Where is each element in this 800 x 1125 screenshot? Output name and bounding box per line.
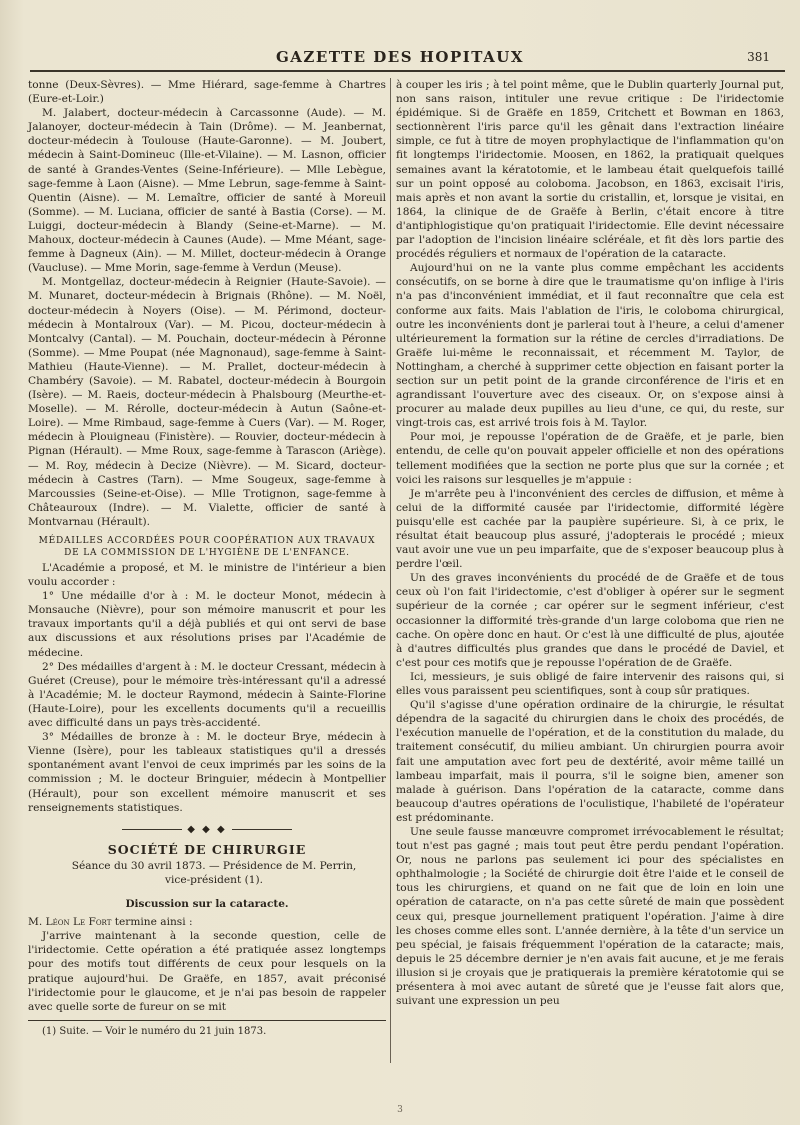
session-line-2: vice-président (1). <box>165 873 263 886</box>
paragraph: Un des graves inconvénients du procédé de de Graëfe et de tous ceux où l'on fait l'iridectomie, c'est d'obliger à opérer sur le segment supérieur de la cornée ; car opérer sur le segment inférieur, c'est occasionner la difformité très-grande d'un large coloboma que rien ne cache. On opère donc en haut. Or c'est là une difficulté de plus, ajoutée à d'autres difficultés plus grandes que dans le procédé de Daviel, et c'est pour ces motifs que je repousse l'opération de de Graëfe. <box>396 572 784 669</box>
medals-heading-line-2: DE LA COMMISSION DE L'HYGIÈNE DE L'ENFANCE. <box>64 548 350 558</box>
left-column <box>28 78 386 1039</box>
medals-heading <box>28 535 386 559</box>
paragraph: M. Montgellaz, docteur-médecin à Reignier (Haute-Savoie). — M. Munaret, docteur-médecin à Brignais (Rhône). — M. Noël, docteur-médecin à Noyers (Oise). — M. Périmond, docteur-médecin à Montalroux (Var). — M. Picou, docteur-médecin à Montcalvy (Cantal). — M. Pouchain, docteur-médecin à Péronne (Somme). — Mme Poupat (née Magnonaud), sage-femme à Saint-Mathieu (Haute-Vienne). — M. Prallet, docteur-médecin à Chambéry (Savoie). — M. Rabatel, docteur-médecin à Bourgoin (Isère). — M. Raeis, docteur-médecin à Phalsbourg (Meurthe-et-Moselle). — M. Rérolle, docteur-médecin à Autun (Saône-et-Loire). — Mme Rimbaud, sage-femme à Cuers (Var). — M. Roger, médecin à Plouigneau (Finistère). — Rouvier, docteur-médecin à Pignan (Hérault). — Mme Roux, sage-femme à Tarascon (Ariège). — M. Roy, médecin à Decize (Nièvre). — M. Sicard, docteur-médecin à Castres (Tarn). — Mme Sougeux, sage-femme à Marcoussies (Seine-et-Oise). — Mlle Trotignon, sage-femme à Châteauroux (Indre). — M. Vialette, officier de santé à Montvarnau (Hérault). <box>28 276 386 528</box>
column-divider <box>390 78 391 1063</box>
paragraph: à couper les iris ; à tel point même, que le Dublin quarterly Journal put, non sans raison, intituler une revue critique : De l'iridectomie épidémique. Si de Graëfe en 1859, Critchett et Bowman en 1863, sectionnèrent l'iris parce qu'il les gênait dans l'extraction linéaire simple, ce fut à titre de moyen prophylactique de l'inflammation qu'on fit longtemps l'iridectomie. Moosen, en 1862, la pratiquait quelques semaines avant la kératotomie, et le lambeau était quelquefois taillé sur un point opposé au coloboma. Jacobson, en 1863, excisait l'iris, mais après et non avant la sortie du cristallin, et, lorsque je visitai, en 1864, la clinique de de Graëfe à Berlin, c'était encore à titre d'antiphlogistique qu'on pratiquait l'iridectomie. Elle devint nécessaire par l'adoption de l'incision linéaire scléréale, et fit dès lors partie des procédés réguliers et normaux de l'opération de la cataracte. <box>396 79 784 261</box>
footnote-rule <box>28 1020 386 1021</box>
paragraph: Qu'il s'agisse d'une opération ordinaire de la chirurgie, le résultat dépendra de la sagacité du chirurgien dans le choix des procédés, de l'exécution manuelle de l'opération, et de la constitution du malade, du traitement consécutif, du milieu ambiant. Un chirurgien pourra avoir fait une amputation avec fort peu de dextérité, avoir même taillé un lambeau imparfait, mais il pourra, s'il le soigne bien, amener son malade à guérison. Dans l'opération de la cataracte, comme dans beaucoup d'autres opérations de l'oculistique, l'habileté de l'opérateur est prédominante. <box>396 699 784 824</box>
paragraph: J'arrive maintenant à la seconde question, celle de l'iridectomie. Cette opération a été pratiquée assez longtemps pour des motifs tout différents de ceux pour lesquels on la pratique aujourd'hui. De Graëfe, en 1857, avait préconisé l'iridectomie pour le glaucome, et je n'ai pas besoin de rappeler avec quelle sorte de fureur on se mit <box>28 930 386 1013</box>
page-header <box>0 44 800 70</box>
newspaper-title: GAZETTE DES HOPITAUX <box>275 48 524 66</box>
paragraph: Une seule fausse manœuvre compromet irrévocablement le résultat; tout n'est pas gagné ; mais tout peut être perdu pendant l'opération. Or, nous ne parlons pas seulement ici pour des spécialistes en ophthalmologie ; la Société de chirurgie doit être l'aide et le conseil de tous les chirurgiens, et quand on ne fait que de loin en loin une opération de cataracte, on n'a pas cette sûreté de main que possèdent ceux qui, presque journellement pratiquent l'opération. J'aime à dire les choses comme elles sont. L'année dernière, à la tête d'un service un peu spécial, je faisais fréquemment l'opération de la cataracte; mais, depuis le 25 décembre dernier je n'en avais fait aucune, et je me ferais illusion si je croyais que je pratiquerais la première kératotomie qui se présentera à moi avec autant de sûreté que je l'eusse fait alors que, suivant une expression un peu <box>396 825 784 1008</box>
section-ornament: ◆ ◆ ◆ <box>28 823 386 837</box>
footnote: (1) Suite. — Voir le numéro du 21 juin 1873. <box>42 1025 267 1037</box>
medals-heading-line-1: MÉDAILLES ACCORDÉES POUR COOPÉRATION AUX TRAVAUX <box>38 536 376 546</box>
paragraph: Pour moi, je repousse l'opération de de Graëfe, et je parle, bien entendu, de celle qu'on pouvait appeler officielle et non des opérations tellement modifiées que la section ne porte plus que sur la cornée ; et voici les raisons sur lesquelles je m'appuie : <box>396 431 784 486</box>
speaker-name: M. Léon Le Fort <box>28 916 112 929</box>
paragraph: Je m'arrête peu à l'inconvénient des cercles de diffusion, et même à celui de la difformité causée par l'iridectomie, difformité légère puisqu'elle est cachée par la paupière supérieure. Si, à ce prix, le résultat était beaucoup plus assuré, j'adopterais le procédé ; mieux vaut avoir une vue un peu imparfaite, que de s'exposer beaucoup plus à perdre l'œil. <box>396 487 784 571</box>
paragraph: 1° Une médaille d'or à : M. le docteur Monot, médecin à Monsauche (Nièvre), pour son mémoire manuscrit et pour les travaux importants qu'il a déjà publiés et qui ont servi de base aux discussions et aux résolutions prises par l'Académie de médecine. <box>28 590 386 659</box>
session-line-1: Séance du 30 avril 1873. — Présidence de M. Perrin, <box>71 859 357 872</box>
speaker-paragraph <box>28 915 386 929</box>
paragraph: L'Académie a proposé, et M. le ministre de l'intérieur a bien voulu accorder : <box>28 562 386 589</box>
speaker-intro: termine ainsi : <box>114 916 193 929</box>
paragraph: M. Jalabert, docteur-médecin à Carcassonne (Aude). — M. Jalanoyer, docteur-médecin à Tain (Drôme). — M. Jeanbernat, docteur-médecin à Toulouse (Haute-Garonne). — M. Joubert, médecin à Saint-Domineuc (Ille-et-Vilaine). — M. Lasnon, officier de santé à Grandes-Ventes (Seine-Inférieure). — Mlle Lebègue, sage-femme à Laon (Aisne). — Mme Lebrun, sage-femme à Saint-Quentin (Aisne). — M. Lemaître, officier de santé à Moreuil (Somme). — M. Luciana, officier de santé à Bastia (Corse). — M. Luiggi, docteur-médecin à Blandy (Seine-et-Marne). — M. Mahoux, docteur-médecin à Caunes (Aude). — Mme Méant, sage-femme à Dagneux (Ain). — M. Millet, docteur-médecin à Orange (Vaucluse). — Mme Morin, sage-femme à Verdun (Meuse). <box>28 107 386 275</box>
paragraph: 2° Des médailles d'argent à : M. le docteur Cressant, médecin à Guéret (Creuse), pour le mémoire très-intéressant qu'il a adressé à l'Académie; M. le docteur Raymond, médecin à Sainte-Florine (Haute-Loire), pour les excellents documents qu'il a recueillis avec difficulté dans un pays très-accidenté. <box>28 660 386 730</box>
discussion-heading: Discussion sur la cataracte. <box>125 898 289 911</box>
society-heading: SOCIÉTÉ DE CHIRURGIE <box>107 841 307 857</box>
right-column <box>396 78 784 1008</box>
paragraph: 3° Médailles de bronze à : M. le docteur Brye, médecin à Vienne (Isère), pour les tableaux statistiques qu'il a dressés spontanément avant l'envoi de ceux imprimés par les soins de la commission ; M. le docteur Bringuier, médecin à Montpellier (Hérault), pour son excellent mémoire manuscrit et ses renseignements statistiques. <box>28 731 386 814</box>
paragraph: Ici, messieurs, je suis obligé de faire intervenir des raisons qui, si elles vous paraissent peu scientifiques, sont à coup sûr pratiques. <box>396 670 784 698</box>
folio-mark: 3 <box>397 1105 403 1115</box>
header-rule <box>30 70 785 72</box>
paragraph: tonne (Deux-Sèvres). — Mme Hiérard, sage-femme à Chartres (Eure-et-Loir.) <box>28 79 386 106</box>
paragraph: Aujourd'hui on ne la vante plus comme empêchant les accidents consécutifs, on se borne à dire que le traumatisme qu'on inflige à l'iris n'a pas d'inconvénient immédiat, et il faut reconnaître que cela est conforme aux faits. Mais l'ablation de l'iris, le coloboma chirurgical, outre les inconvénients dont je parlerai tout à l'heure, a celui d'amener ultérieurement la formation sur la rétine de cercles d'irradiations. De Graëfe lui-même le reconnaissait, et récemment M. Taylor, de Nottingham, a cherché à supprimer cette objection en faisant porter la section sur un petit point de la grande circonférence de l'iris et en agrandissant l'ouverture avec des ciseaux. Or, on s'expose ainsi à procurer au malade deux pupilles au lieu d'une, ce qui, du reste, sur vingt-trois cas, est arrivé trois fois à M. Taylor. <box>396 262 784 430</box>
page-number: 381 <box>747 50 770 64</box>
